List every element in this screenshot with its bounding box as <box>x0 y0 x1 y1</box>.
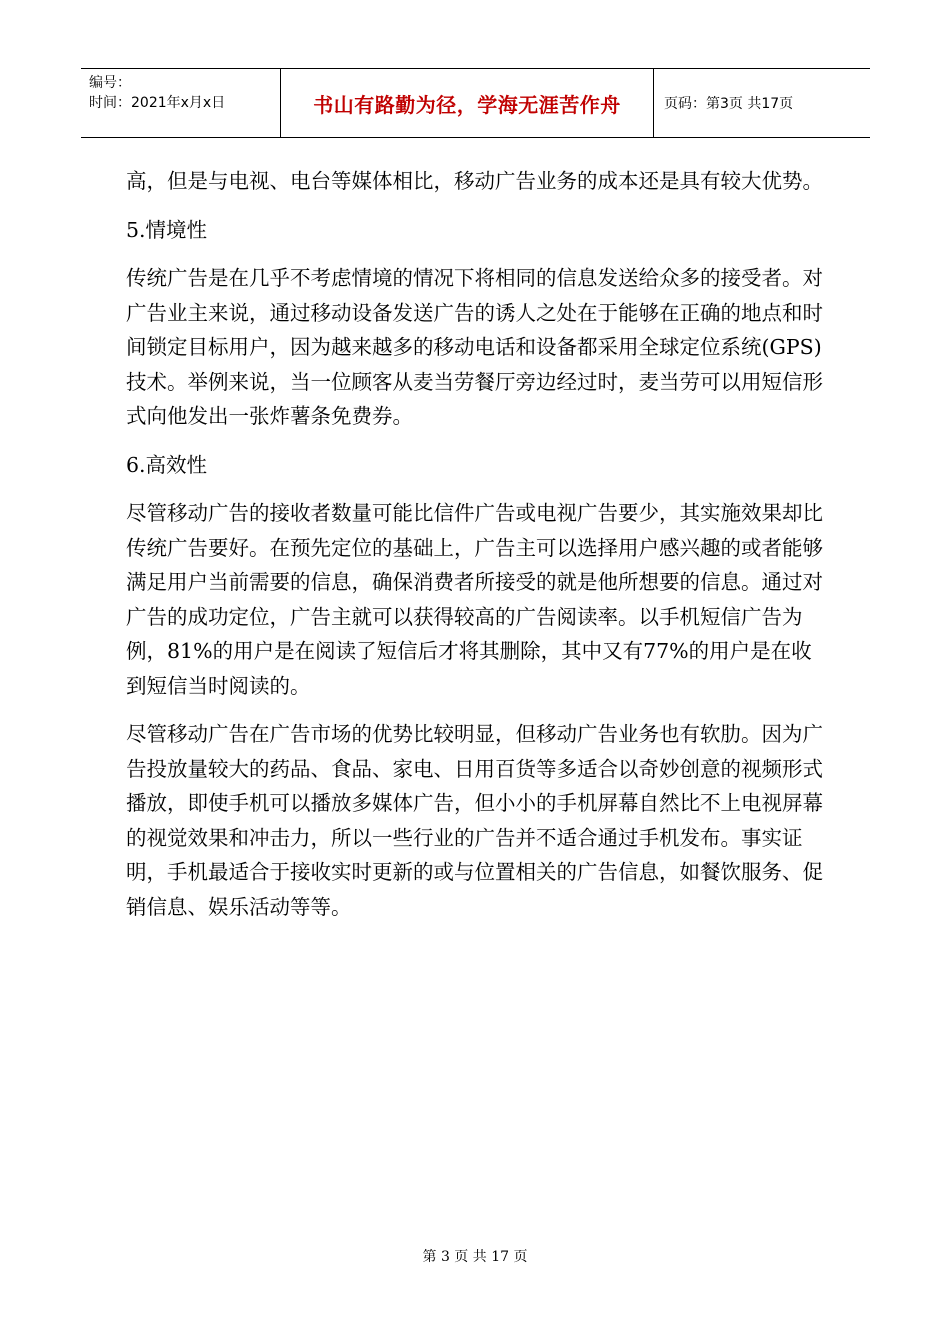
closing-paragraph: 尽管移动广告在广告市场的优势比较明显，但移动广告业务也有软肋。因为广告投放量较大的药品、食品、家电、日用百货等多适合以奇妙创意的视频形式播放，即使手机可以播放多媒体广告，但小小的手机屏幕自然比不上电视屏幕的视觉效果和冲击力，所以一些行业的广告并不适合通过手机发布。事实证明，手机最适合于接收实时更新的或与位置相关的广告信息，如餐饮服务、促销信息、娱乐活动等等。 <box>126 722 823 919</box>
section6-heading: 6.高效性 <box>126 452 208 477</box>
header-motto: 书山有路勤为径，学海无涯苦作舟 <box>281 69 654 137</box>
document-body <box>126 164 826 938</box>
section6-paragraph: 尽管移动广告的接收者数量可能比信件广告或电视广告要少，其实施效果却比传统广告要好。在预先定位的基础上，广告主可以选择用户感兴趣的或者能够满足用户当前需要的信息，确保消费者所接受的就是他所想要的信息。通过对广告的成功定位，广告主就可以获得较高的广告阅读率。以手机短信广告为例，81%的用户是在阅读了短信后才将其删除，其中又有77%的用户是在收到短信当时阅读的。 <box>126 501 823 698</box>
section5-heading: 5.情境性 <box>126 217 208 242</box>
date-label: 时间：2021年x月x日 <box>89 95 226 111</box>
header-meta <box>81 69 281 137</box>
continued-paragraph: 高，但是与电视、电台等媒体相比，移动广告业务的成本还是具有较大优势。 <box>126 169 823 193</box>
header-page-info: 页码：第3页 共17页 <box>664 96 794 112</box>
page-header <box>81 68 870 138</box>
section5-paragraph: 传统广告是在几乎不考虑情境的情况下将相同的信息发送给众多的接受者。对广告业主来说，通过移动设备发送广告的诱人之处在于能够在正确的地点和时间锁定目标用户，因为越来越多的移动电话和设备都采用全球定位系统(GPS)技术。举例来说，当一位顾客从麦当劳餐厅旁边经过时，麦当劳可以用短信形式向他发出一张炸薯条免费券。 <box>126 266 823 428</box>
number-label: 编号： <box>89 75 131 91</box>
page-footer: 第 3 页 共 17 页 <box>422 1249 528 1265</box>
